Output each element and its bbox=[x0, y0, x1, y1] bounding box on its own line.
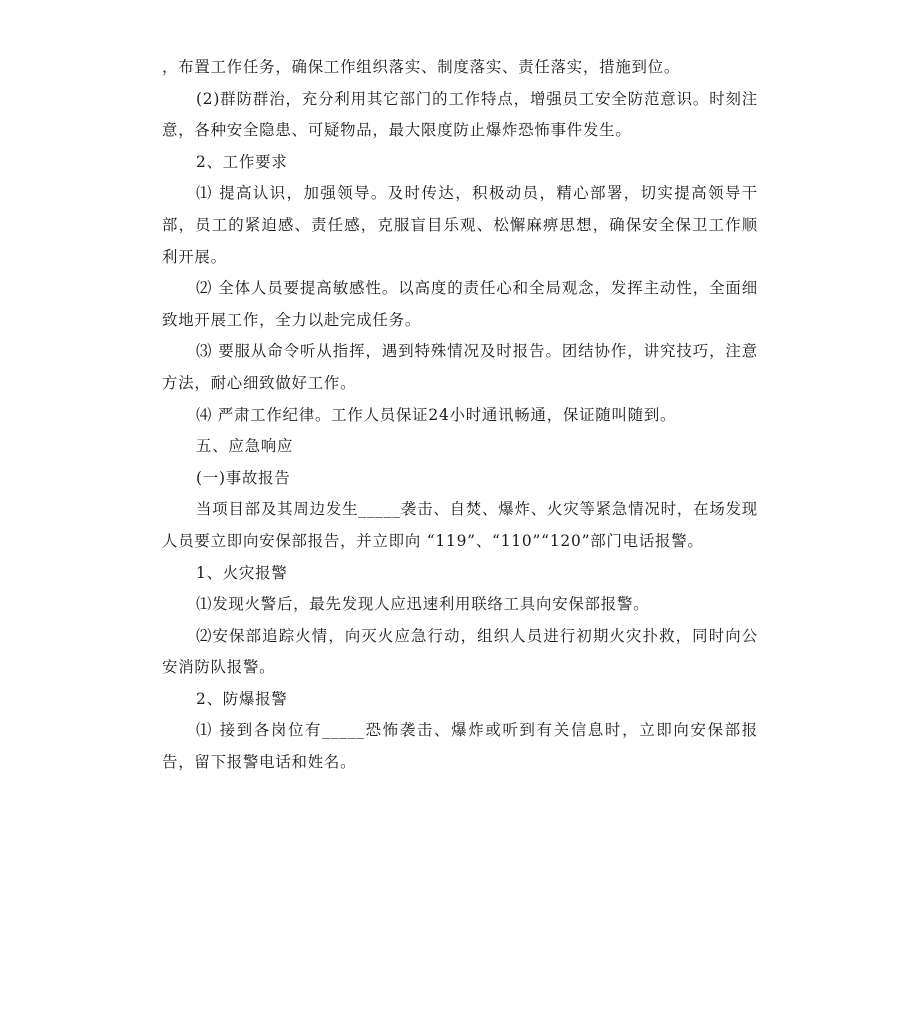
paragraph-requirement-2: ⑵ 全体人员要提高敏感性。以高度的责任心和全局观念，发挥主动性，全面细致地开展工作，全力以赴完成任务。 bbox=[162, 279, 758, 329]
paragraph-requirement-1: ⑴ 提高认识，加强领导。及时传达，积极动员，精心部署，切实提高领导干部，员工的紧迫感、责任感，克服盲目乐观、松懈麻痹思想，确保安全保卫工作顺利开展。 bbox=[162, 184, 758, 266]
paragraph-assign-tasks: ，布置工作任务，确保工作组织落实、制度落实、责任落实，措施到位。 bbox=[162, 58, 681, 76]
paragraph-fire-alarm-2: ⑵安保部追踪火情，向灭火应急行动，组织人员进行初期火灾扑救，同时向公安消防队报警。 bbox=[162, 626, 758, 677]
paragraph-fire-alarm-1: ⑴发现火警后，最先发现人应迅速利用联络工具向安保部报警。 bbox=[196, 595, 650, 614]
document-page bbox=[162, 52, 758, 779]
heading-explosion-alarm: 2、防爆报警 bbox=[196, 689, 288, 708]
paragraph-requirement-3: ⑶ 要服从命令听从指挥，遇到特殊情况及时报告。团结协作，讲究技巧，注意方法，耐心细致做好工作。 bbox=[162, 342, 758, 392]
paragraph-requirement-4: ⑷ 严肃工作纪律。工作人员保证24小时通讯畅通，保证随叫随到。 bbox=[196, 405, 677, 424]
heading-emergency-response: 五、应急响应 bbox=[196, 437, 294, 456]
paragraph-incident-report: 当项目部及其周边发生_____袭击、自焚、爆炸、火灾等紧急情况时，在场发现人员要立即向安保部报告，并立即向 “119”、“110”“120”部门电话报警。 bbox=[162, 500, 758, 550]
heading-fire-alarm: 1、火灾报警 bbox=[196, 563, 288, 582]
paragraph-explosion-alarm-1: ⑴ 接到各岗位有_____恐怖袭击、爆炸或听到有关信息时，立即向安保部报告，留下报警电话和姓名。 bbox=[162, 721, 758, 772]
paragraph-group-defense: (2)群防群治，充分利用其它部门的工作特点，增强员工安全防范意识。时刻注意，各种安全隐患、可疑物品，最大限度防止爆炸恐怖事件发生。 bbox=[162, 89, 758, 140]
heading-work-requirements: 2、工作要求 bbox=[196, 152, 288, 171]
heading-incident-report: (一)事故报告 bbox=[196, 468, 291, 487]
